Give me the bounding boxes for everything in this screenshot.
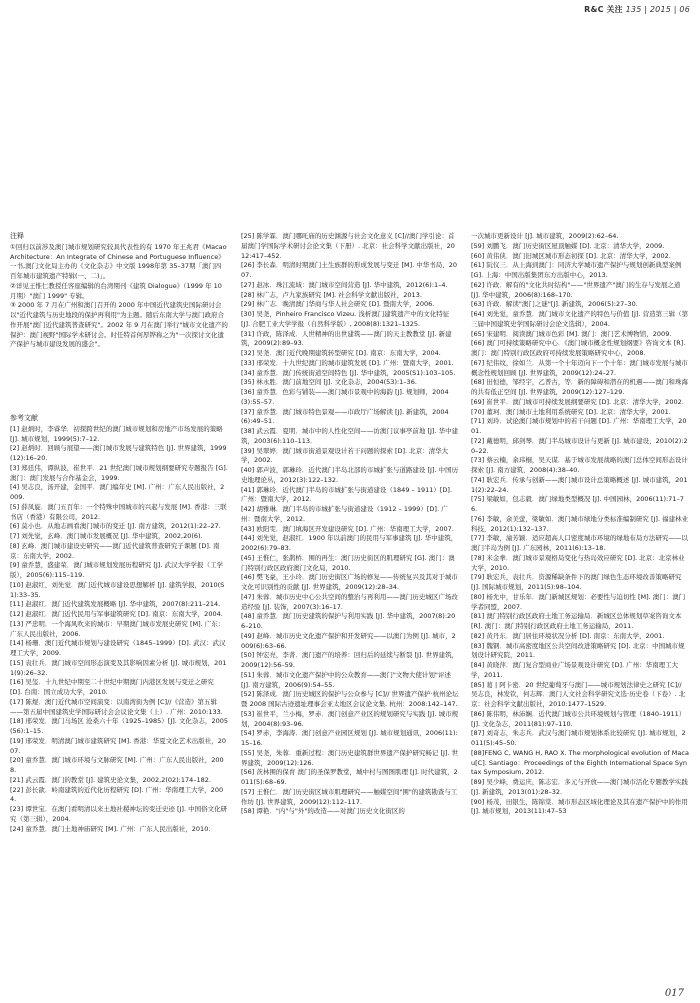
reference-item: [82] 黄丹东．澳门居住环境状况分析 [D]. 南京：东南大学，2001. (471, 631, 665, 640)
reference-item: [1] 赵炳时，李睿华．初探跨世纪的澳门城市规划和房地产市场发展的策略 [J]. 城市规划，1999(5):7–12. (10, 424, 223, 443)
reference-item: [24] 童乔慧．澳门土地神庙研究 [M]. 广州：广东人民出版社，2010. (10, 824, 211, 833)
reference-item: [67] 纪伟纹，徐如兰．从第一个十年迈向下一个十年：澳门城市发展与城市概念性规划回顾 [J]. 世界建筑，2009(12):24–27. (471, 358, 688, 377)
reference-item: [84] 黄晓萍．澳门复合型商业广场景观设计研究 [D]. 广州：华南理工大学，2011. (471, 661, 679, 679)
reference-item: [30] 吴尧，Pinheiro Francisco Vizeu. 浅析澳门建筑遗产中的文化特征 [J]. 合肥工业大学学报（自然科学版）, 2008(8):1321–1325. (241, 310, 450, 328)
reference-item: [27] 赵冰．珠江流域：澳门城市空间营造 [J]. 华中建筑，2012(6):1–4. (241, 280, 448, 289)
reference-item: [40] 郭声波，郭琳玲．近代澳门半岛北部的市城扩张与道路建设 [J]. 中国历史地理论丛，2012(3):122–132. (241, 466, 459, 484)
column-middle (241, 232, 459, 817)
reference-item: [11] 赵淑红．澳门近代建筑发展概略 [J]. 华中建筑，2007(8):211–214. (10, 600, 221, 609)
reference-item: [88]FENG C, WANG H, RAO X. The morphological evolution of Macau[C]. Santiago：Proceedings of the Eighth International Space Syntax Symposium, 2012. (471, 748, 689, 777)
reference-item: [54] 罗赤，李海涛．澳门创意产业园区规划 [J]. 城市规划通讯，2006(11):15–16. (241, 729, 458, 747)
note-item: ①回归以前涉及澳门城市规划研究较具代表性的有 1970 年王兆君《Macao Architecture：An Integrate of Chinese and Portuguese Influence》一书,澳门文化局主办的《文化杂志》中文版 1998年第 35–37期「澳门四百年城市建筑遗产特辑(一、二)」。 (10, 242, 227, 280)
reference-item: [71] 刘玲．试论澳门城市规划中的若干问题 [D]. 广州：华南理工大学，2001. (471, 417, 687, 435)
reference-item: [66] 澳门可持续策略研究中心．《澳门城市概念性规划纲要》咨询文本 [R]. 澳门：澳门特别行政区政府可持续发展策略研究中心，2008. (471, 339, 686, 357)
reference-item: [18] 邢荣发．澳门马场区 沧桑六十年（1925–1985）[J]. 文化杂志，2005(56):1–15. (10, 717, 228, 735)
reference-item: [75] 梁敏如，包志毅．澳门绿地类型概况 [J]. 中国园林，2006(11):71–76. (471, 495, 684, 513)
reference-item: [65] 宋建明．阅读澳门城市色彩 [M]. 澳门：澳门艺术博物馆，2009. (471, 329, 672, 338)
reference-item: [35] 林永胜．澳门前地空间 [J]. 文化杂志，2004(53):1–36. (241, 378, 417, 387)
reference-item: [90] 杨茂，田银生，陈锦棠．城市形态区域化理论及其在遗产保护中的作用 [J]. 城市规划，2013(11):47–53 (471, 797, 688, 816)
reference-item: [3] 郑廷伟，谭纵波，崔世平．21 世纪澳门城市规划纲要研究专题报告 [G]. 澳门：澳门发展与合作基金会，1999. (10, 463, 228, 482)
reference-item: [38] 武云霞．夏明．城市中的人性化空间——访澳门议事亭前地 [J]. 华中建筑，2003(6):110–113. (241, 427, 459, 445)
reference-item: [58] 谭艳．"内"与"外"的改造——对澳门历史文化街区的 (241, 807, 405, 816)
journal-name: R&C (584, 5, 604, 14)
reference-item: [45] 王惟仁，张鹊桥．围的再生：澳门历史街区的肌理研究 [G]. 澳门：澳门特别行政区政府澳门文化局，2010. (241, 553, 455, 572)
reference-item: [29] 林广志．晚清澳门华商与华人社会研究 [D]. 暨南大学，2006. (241, 300, 435, 309)
reference-item: [60] 黄伟侠．澳门旧城区城市形态初探 [D]. 北京：清华大学，2002. (471, 251, 671, 260)
reference-item: [69] 崔世平．澳门城市可持续发展纲要研究 [D]. 北京：清华大学，2002. (471, 397, 684, 406)
reference-item: [41] 郭琳玲．近代澳门半岛的市城扩张与街道建设（1849 – 1911）[D]. 广州：暨南大学，2012. (241, 485, 453, 504)
reference-item: [83] 魏钢．城市高密度地区公共空间改进策略研究 [D]. 北京：中国城市规划设计研究院，2011. (471, 641, 685, 660)
notes-title: 注释 (10, 232, 24, 240)
reference-item: [53] 崔世平，兰小梅，罗赤．澳门创意产业区的规划研究与实践 [J]. 城市规划，2004(8):93–96. (241, 709, 459, 728)
reference-item: [64] 刘先觉，童乔慧．澳门城市文化遗产的特色与价值 [J]. 营造第三辑（第三届中国建筑史学国际研讨会论文选辑），2004. (471, 310, 689, 328)
reference-item: [68] 田恒德，邹经宇，乙普古，等．新的障碍和潜在的机遇——澳门和珠海的共有低正空间 [J]. 世界建筑，2009(12):127–129. (471, 378, 688, 396)
reference-item: [23] 谭世宝．在澳门看明清以来土地社稷神坛的变迁史迹 [J]. 中国俗文化研究（第三辑），2004. (10, 805, 228, 823)
reference-item: [12] 赵淑红．澳门近代民用与军事建筑研究 [D]. 南京：东南大学，2004. (10, 610, 223, 618)
reference-item: [9] 童乔慧，盛建荣．澳门城市规划发展历程研究 [J]. 武汉大学学报（工学版），2005(6):115–119. (10, 561, 223, 579)
reference-item: [46] 樊飞豪，王小玲．澳门历史街区广场的修复——传统复兴及其对于城市文化可识别性的贡献 [J]. 世界建筑，2009(12):28–34. (241, 573, 458, 591)
references-list-right (471, 232, 689, 817)
reference-item: [19] 邢荣发．明清澳门城市建筑研究 [M]. 香港：华夏文化艺术出版社，2007. (10, 736, 227, 755)
reference-item: [20] 童乔慧．澳门城市环境与文脉研究 [M]. 广州：广东人民出版社，2008. (10, 756, 224, 774)
reference-item: [50] 钟宏亮，李菁．澳门遗产的培养：回归后的延续与断裂 [J]. 世界建筑，2009(12):56–59. (241, 651, 459, 669)
reference-item: [81] 澳门特别行政区政府土地工务运输局．新城区总体规划草案咨询文本 [R]. 澳门：澳门特别行政区政府土地工务运输局，2011. (471, 612, 682, 630)
section-name: 关注 (606, 5, 623, 14)
reference-item: [28] 林广志，卢九家族研究 [M]. 社会科学文献出版社，2013. (241, 290, 422, 299)
reference-item: [63] 许政．解读"澳门之谜"[J]. 新建筑，2006(5):27–30. (471, 300, 638, 309)
reference-item: [78] 米金拳．澳门城市景观格局变化与热岛效应研究 [D]. 北京：北京林业大学，2010. (471, 553, 685, 572)
reference-item: [42] 胡雅琳．澳门半岛的市城扩张与街道建设（1912 – 1999）[D]. 广州：暨南大学，2012. (241, 505, 448, 523)
reference-item: [62] 许政．解有的"文化共时结构"——"世界遗产"澳门的生存与发展之道 [J]. 华中建筑，2006(8):168–170. (471, 280, 681, 299)
reference-item: [37] 童乔慧．澳门城市特色景观——市政厅广场解读 [J]. 新建筑，2004(6):49–51. (241, 407, 449, 426)
reference-item: [89] 吴少峰，费运庆，陈志宏．多元与开放——澳门城市活化专题教学实践 [J]. 新建筑，2013(01):28–32. (471, 778, 688, 796)
reference-item: [74] 耿宏兵．传承与创新——澳门城市设计总策略概述 [J]. 城市建筑，2011(2):22–24. (471, 475, 688, 494)
page-number: 017 (664, 988, 684, 999)
reference-item: [36] 童乔慧．色彩与铺装——澳门城市景观中的海韵 [J]. 规划师，2004(3):55–57. (241, 388, 449, 406)
reference-item: [47] 朱蓉．城市历史中心公共空间的整治与再利用——澳门历史城区广场改造经验 [J]. 装饰，2007(3):16–17. (241, 592, 458, 611)
reference-item: [39] 吴翠婷．澳门城市街道景观设计若干问题的探索 [D]. 北京：清华大学，2002. (241, 446, 449, 465)
reference-item: [6] 莫小也．从地志画看澳门城市的变迁 [J]. 南方建筑，2012(1):22–27. (10, 522, 221, 531)
reference-item: [87] 刘奇志，朱志兵．武汉与澳门城市规划体系比较研究 [J]. 城市规划，2011(5):45–50. (471, 729, 686, 747)
reference-item: [76] 李敏，余美萤，梁敏如．澳门城市绿地分类标准编制研究 [J]. 福建林业科技，2012(1):132–137. (471, 514, 689, 533)
reference-item: [7] 刘先觉，玄峰．澳门城市发展概况 [J]. 华中建筑，2002,20(6). (10, 532, 203, 540)
issue-info: 135 | 2015 | 06 (625, 5, 690, 14)
reference-item: [48] 童乔慧．澳门历史建筑的保护与利用实践 [J]. 华中建筑，2007(8):206–210. (241, 612, 456, 630)
reference-item: [15] 袁壮兵．澳门城市空间形态演变及其影响因素分析 [J]. 城市规划，2011(9):26–32. (10, 658, 227, 677)
reference-item: [72] 戴德明，邱剑琴．澳门半岛城市设计与更新 [J]. 城市建设，2010(2):20–22. (471, 436, 688, 455)
column-right (471, 232, 689, 817)
reference-item: [33] 邢荣发．十九世纪澳门的城市建筑发展 [D]. 广州：暨南大学，2001. (241, 358, 454, 367)
note-item: ②详见王惟仁教授任客座编辑的台湾期刊《建筑 Dialogue》（1999 年 10 月期）"澳门 1999" 专辑。 (10, 281, 222, 300)
reference-item: [70] 董珂．澳门城市土地利用系统研究 [D]. 北京：清华大学，2001. (471, 407, 671, 416)
reference-item: [10] 赵淑红，刘先觉．澳门近代城市建设思想解析 [J]. 建筑学报，2010(S1):33–35. (10, 580, 225, 599)
reference-item: [56] 茨林围的保育 澳门的圣保罗教堂，城中村与图图肌理 [J]. 时代建筑，2011(5):68–69. (241, 768, 458, 786)
reference-item: [13] 严忠明．一个海风吹来的城市：早期澳门城市发展史研究 [M]. 广东：广东人民出版社，2006. (10, 619, 225, 638)
reference-item: [44] 刘先觉，赵淑红．1900 年以前澳门的民用与军事建筑 [J]. 华中建筑，2002(6):79–83. (241, 534, 458, 552)
reference-item: [21] 武云霞．澳门的教堂 [J]. 建筑史论文集，2002,2(02):174–182. (10, 775, 212, 784)
reference-item: [61] 阮仪三．从上海到澳门：同济大学城市遗产保护与规划创新典型案例 [G]. 上海：中国出版集团东方出版中心，2013. (471, 261, 682, 279)
reference-item: [59] 刘鹏飞．澳门历史街区屋顶触媒 [D]. 北京：清华大学，2009. (471, 241, 665, 250)
reference-item: [55] 吴尧，朱蓉．重新过程：澳门历史建筑群世界遗产保护研究畅记 [J]. 世界建筑，2009(12):126. (241, 748, 459, 767)
reference-item: [5] 薛凤旋．澳门五百年：一个特殊中国城市的兴起与发展 [M]. 香港：三联书店（香港）有限公司，2012. (10, 502, 227, 521)
column-left (10, 232, 228, 834)
reference-item: [25] 陈学霖．澳门哪吒庙的历史渊源与社会文化意义 [C]//澳门学引论：首届澳门学国际学术研讨会论文集（下册）. 北京：社会科学文献出版社，2012:417–452. (241, 232, 455, 260)
references-list-left (10, 425, 228, 835)
notes-section (10, 232, 228, 350)
reference-item: 一次城市更新设计 [J]. 城市建筑，2009(2):62–64. (471, 232, 619, 240)
reference-item: [31] 许政，陈泽成．人世精神的出世建筑——澳门的天主教教堂 [J]. 新建筑，2009(2):89–93. (241, 329, 452, 348)
running-header (584, 4, 690, 15)
reference-item: [57] 王惟仁．澳门历史街区城市肌理研究——触媒空间"围"的建筑勘查与工作坊 [J]. 世界建筑，2009(12):112–117. (241, 787, 458, 806)
reference-item: [79] 耿宏兵，袁壮兵．资源稀缺条件下的澳门绿色生态环境改善策略研究 [J]. 国际城市规划，2011(5):98–104. (471, 573, 682, 591)
reference-item: [14] 杨珊．澳门近代城市规划与建设研究（1845–1999）[D]. 武汉：武汉理工大学，2009. (10, 639, 226, 657)
reference-item: [32] 吴尧．澳门近代晚期建筑转型研究 [D]. 南京：东南大学，2004. (241, 349, 441, 357)
reference-item: [80] 杨允中，甘乐年．澳门新城区规划：必要性与迫切性 [M]. 澳门：澳门学者同盟，2007. (471, 592, 686, 611)
reference-item: [34] 童乔慧．澳门传统街道空间特色 [J]. 华中建筑，2005(S1):103–105. (241, 368, 456, 377)
reference-item: [26] 李长森．明清时期澳门土生族群的形成发展与变迁 [M]. 中华书局，2007. (241, 261, 458, 279)
references-title: 参考文献 (10, 414, 38, 422)
reference-item: [22] 彭长歆．岭南建筑的近代化历程研究 [D]. 广州：华南理工大学，2004. (10, 785, 224, 804)
references-list-middle (241, 232, 459, 817)
reference-item: [8] 玄峰．澳门城市建设史研究——澳门近代建筑普查研究子课题 [D]. 南京：东南大学，2002. (10, 541, 220, 560)
reference-item: [85] 葛 | 阿卡密．20 世纪葡萄牙与澳门——城市规划法律史之研究 [C]// 吴志良，林发钦，何志辉．澳门人文社会科学研究文选·历史卷（下卷）. 北京：社会科学文献出版社，2010:1477–1529. (471, 680, 686, 708)
reference-item: [51] 朱蓉．城市文化遗产保护中的公众教育——澳门"文物大使计划"评述 [J]. 南方建筑，2006(9):54–55. (241, 670, 451, 689)
reference-item: [2] 赵炳时．回顾与展望——澳门城市发展与建筑特色 [J]. 世界建筑，1999(12):16–20. (10, 444, 227, 462)
reference-item: [49] 赵峰．城市历史文化遗产保护和开发研究——以澳门为例 [J]. 城市，2009(6):63–66. (241, 631, 456, 650)
reference-item: [52] 陈泽成．澳门历史城区的保护与公众参与 [C]// 世界遗产保护·杭州论坛暨 2008 国际古迹遗址理事会亚太地区会议论文集. 杭州：2008:142–147. (241, 690, 459, 708)
reference-item: [86] 陈伟明，林沛娴．近代澳门城市公共环境规划与管理（1840–1911）[J]. 文化杂志，2011(81):97–110. (471, 709, 686, 728)
reference-item: [43] 欧阳雯．澳门填海区开发建设研究 [D]. 广州：华南理工大学，2007. (241, 524, 454, 533)
reference-item: [17] 陈煜．澳门近代城市空间演变：以南湾街为例 [C]//《营造》第五辑——第五届中国建筑史学国际研讨会会议论文集（上）. 广州：2010:133. (10, 697, 223, 716)
reference-item: [4] 吴志良，汤开建，金国平．澳门编年史 [M]. 广州：广东人民出版社，2009. (10, 483, 225, 501)
reference-item: [73] 蔡云楠，余玮桐，吴天谋．基于城市发展战略的澳门总体空间形态设计探索 [J]. 南方建筑，2008(4):38–40. (471, 456, 688, 474)
reference-item: [16] 吴玺．十九世纪中期至二十世纪中期澳门内港区发展与变迁之研究 [D]. 台南：国立成功大学，2010. (10, 678, 214, 696)
note-item: ③ 2000 年 7 月在广州和澳门召开的 2000 年中国近代建筑史国际研讨会以"近代建筑与历史地段的保护再利用"为主题。随后东南大学与澳门政府合作开展"澳门近代建筑普查研究"。2002 年 9 月在澳门举行"城市文化遗产的保护：澳门视野"国际学术研讨会。时任特首何厚铧称之为"一次探讨文化遗产保护与城市建设发展的盛会"。 (10, 301, 228, 349)
reference-item: [77] 李敏，潼芳颖．适应超高人口密度城市环境的绿地布局方法研究——以澳门半岛为例 [J]. 广东园林，2011(6):13–18. (471, 534, 688, 552)
notes-list (10, 243, 228, 350)
